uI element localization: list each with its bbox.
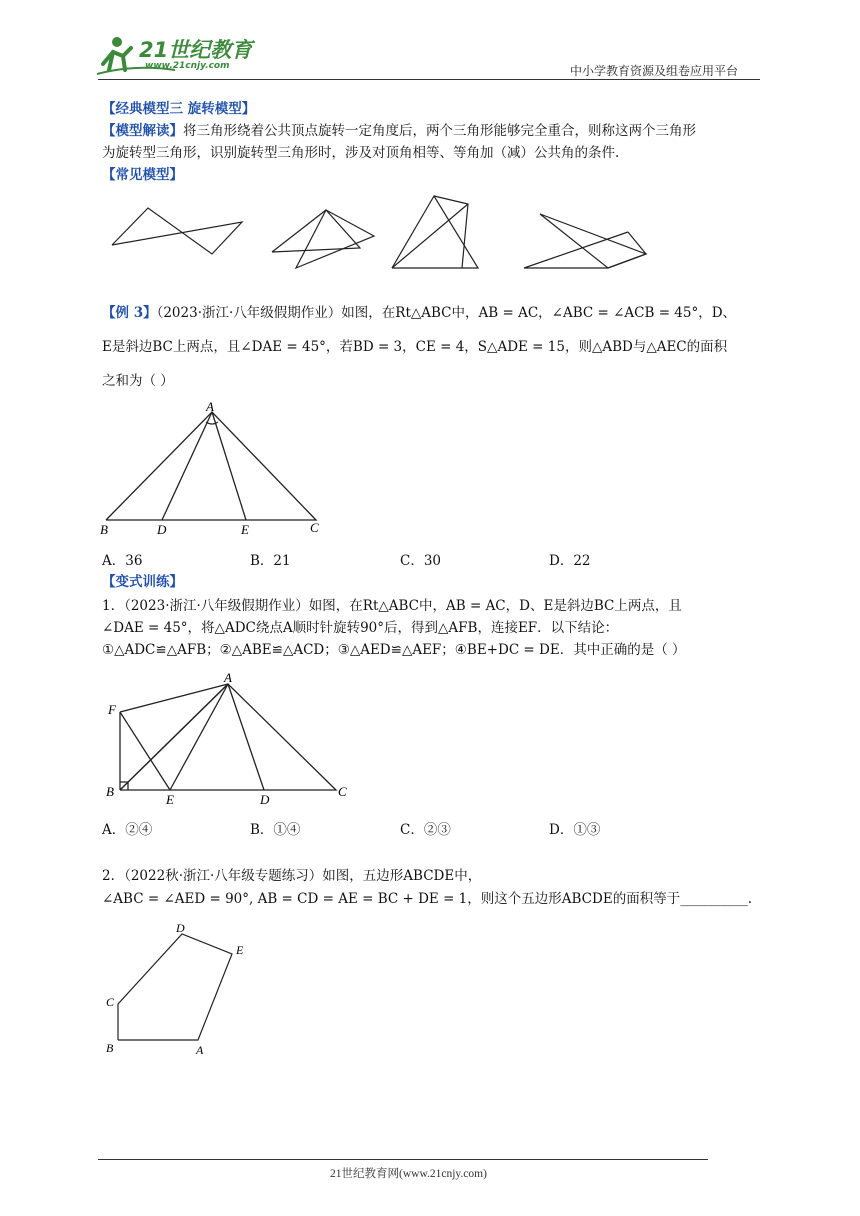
logo-url: www.21cnjy.com — [145, 61, 230, 71]
label-d: D — [260, 792, 270, 807]
angle-arc-a — [206, 422, 218, 424]
triangle-abc — [106, 412, 316, 520]
label-e: E — [236, 943, 244, 957]
triangle-abc — [120, 684, 336, 790]
model-figure-1 — [112, 208, 242, 254]
header-logo — [95, 34, 265, 78]
intro-text-1: 将三角形绕着公共顶点旋转一定角度后，两个三角形能够完全重合，则称这两个三角形 — [183, 123, 696, 139]
common-model-figures — [100, 190, 660, 280]
header-rule — [98, 79, 760, 80]
example3-option-d[interactable]: D．22 — [549, 553, 591, 569]
label-e: E — [166, 792, 174, 807]
example3-option-a[interactable]: A．36 — [102, 553, 143, 569]
variant-label: 【变式训练】 — [102, 574, 183, 590]
q1-line-3: ①△ADC≌△AFB；②△ABE≌△ACD；③△AED≌△AEF；④BE+DC = DE．其中正确的是（ ） — [102, 642, 686, 658]
label-a: A — [206, 399, 214, 414]
label-c: C — [106, 995, 115, 1009]
label-c: C — [310, 520, 319, 535]
label-d: D — [176, 921, 185, 935]
label-b: B — [100, 522, 108, 537]
example3-option-c[interactable]: C．30 — [400, 553, 442, 569]
segment-ad — [162, 412, 212, 520]
section-title: 【经典模型三 旋转模型】 — [102, 101, 256, 117]
segment-ae — [170, 684, 228, 790]
q1-option-b[interactable]: B．①④ — [250, 822, 301, 838]
segment-fe — [120, 712, 170, 790]
q1-option-c[interactable]: C．②③ — [400, 822, 451, 838]
label-e: E — [241, 522, 249, 537]
intro-label: 【模型解读】 — [102, 123, 183, 139]
example3-text-1: （2023·浙江·八年级假期作业）如图，在Rt△ABC中，AB = AC，∠ABC = ∠ACB = 45°，D、 — [156, 305, 737, 321]
label-a: A — [196, 1043, 204, 1057]
segment-fa — [120, 684, 228, 712]
example3-line-1 — [102, 303, 736, 323]
header-right-text: 中小学教育资源及组卷应用平台 — [570, 64, 739, 78]
label-b: B — [106, 1041, 114, 1055]
segment-ae — [212, 412, 246, 520]
intro-line-1 — [102, 121, 696, 141]
example3-line-3: 之和为（ ） — [102, 373, 174, 389]
example3-line-2: E是斜边BC上两点，且∠DAE = 45°，若BD = 3，CE = 4，S△ADE = 15，则△ABD与△AEC的面积 — [102, 339, 728, 355]
example3-label: 【例 3】 — [102, 305, 157, 321]
intro-line-2: 为旋转型三角形，识别旋转型三角形时，涉及对顶角相等、等角加（减）公共角的条件. — [102, 145, 620, 161]
model-figure-2 — [272, 210, 374, 268]
model-figure-3 — [392, 196, 478, 268]
q1-option-a[interactable]: A．②④ — [102, 822, 153, 838]
segment-ad — [228, 684, 264, 790]
pentagon-abcde — [118, 934, 232, 1040]
q1-line-2: ∠DAE = 45°，将△ADC绕点A顺时针旋转90°后，得到△AFB，连接EF．以下结论： — [102, 620, 619, 636]
q2-line-1: 2．（2022秋·浙江·八年级专题练习）如图，五边形ABCDE中， — [102, 868, 482, 884]
label-c: C — [338, 784, 347, 799]
label-d: D — [157, 522, 167, 537]
label-f: F — [108, 702, 116, 717]
label-a: A — [224, 670, 232, 685]
q1-line-1: 1．（2023·浙江·八年级假期作业）如图，在Rt△ABC中，AB = AC，D、E是斜边BC上两点，且 — [102, 598, 682, 614]
common-model-label: 【常见模型】 — [102, 167, 183, 183]
q2-line-2: ∠ABC = ∠AED = 90°, AB = CD = AE = BC + DE = 1，则这个五边形ABCDE的面积等于__________. — [102, 891, 752, 907]
footer-text[interactable]: 21世纪教育网(www.21cnjy.com) — [330, 1168, 487, 1180]
q2-figure — [100, 918, 260, 1058]
example3-option-b[interactable]: B．21 — [250, 553, 291, 569]
logo-text: 21世纪教育 — [139, 38, 253, 62]
example3-figure — [96, 398, 336, 540]
label-b: B — [106, 784, 114, 799]
footer-rule — [98, 1159, 708, 1160]
q1-figure — [100, 668, 360, 808]
model-figure-4 — [524, 214, 646, 268]
q1-option-d[interactable]: D．①③ — [549, 822, 601, 838]
